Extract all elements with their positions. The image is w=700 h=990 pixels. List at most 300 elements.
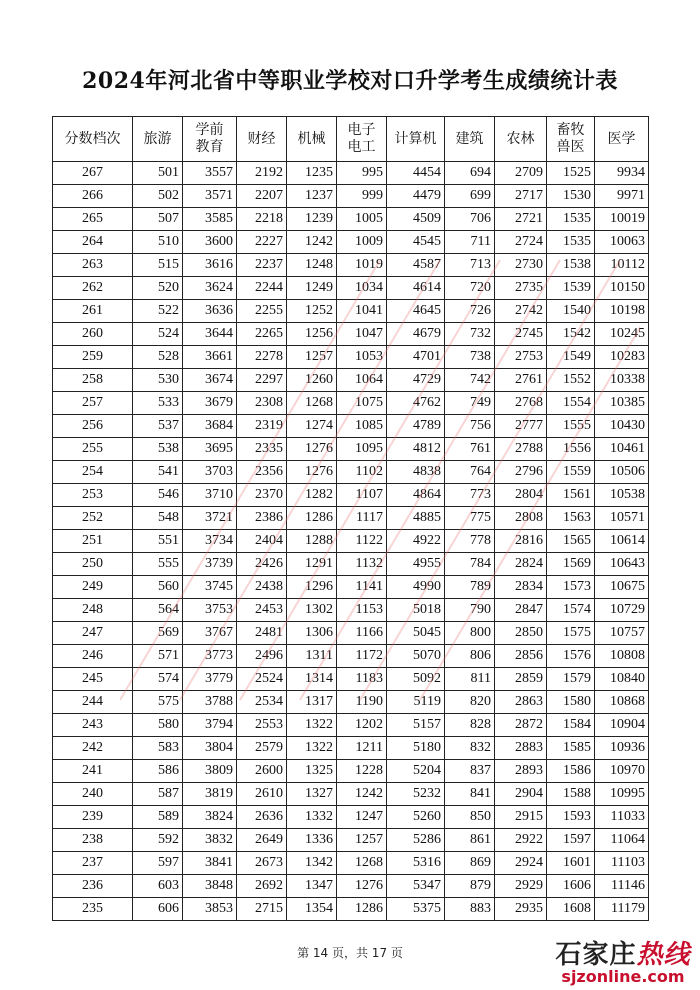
table-row xyxy=(53,254,649,277)
score-level-cell: 245 xyxy=(53,668,133,691)
count-cell: 2579 xyxy=(237,737,287,760)
count-cell: 2297 xyxy=(237,369,287,392)
count-cell: 1291 xyxy=(287,553,337,576)
count-cell: 742 xyxy=(445,369,495,392)
count-cell: 1563 xyxy=(547,507,595,530)
count-cell: 569 xyxy=(133,622,183,645)
score-level-cell: 240 xyxy=(53,783,133,806)
count-cell: 3767 xyxy=(183,622,237,645)
count-cell: 1314 xyxy=(287,668,337,691)
page-number-footer: 第 14 页，共 17 页 xyxy=(297,946,403,960)
count-cell: 4479 xyxy=(387,185,445,208)
count-cell: 11064 xyxy=(595,829,649,852)
count-cell: 1276 xyxy=(287,461,337,484)
table-row xyxy=(53,875,649,898)
count-cell: 2883 xyxy=(495,737,547,760)
count-cell: 1153 xyxy=(337,599,387,622)
table-row xyxy=(53,714,649,737)
count-cell: 510 xyxy=(133,231,183,254)
count-cell: 3695 xyxy=(183,438,237,461)
count-cell: 10150 xyxy=(595,277,649,300)
count-cell: 720 xyxy=(445,277,495,300)
score-level-cell: 262 xyxy=(53,277,133,300)
score-level-cell: 253 xyxy=(53,484,133,507)
count-cell: 3571 xyxy=(183,185,237,208)
table-body xyxy=(53,162,649,921)
count-cell: 9934 xyxy=(595,162,649,185)
count-cell: 1190 xyxy=(337,691,387,714)
count-cell: 10757 xyxy=(595,622,649,645)
count-cell: 2768 xyxy=(495,392,547,415)
count-cell: 10506 xyxy=(595,461,649,484)
count-cell: 3819 xyxy=(183,783,237,806)
table-row xyxy=(53,300,649,323)
count-cell: 995 xyxy=(337,162,387,185)
count-cell: 1019 xyxy=(337,254,387,277)
score-level-cell: 237 xyxy=(53,852,133,875)
count-cell: 1296 xyxy=(287,576,337,599)
count-cell: 4509 xyxy=(387,208,445,231)
count-cell: 597 xyxy=(133,852,183,875)
count-cell: 520 xyxy=(133,277,183,300)
count-cell: 2915 xyxy=(495,806,547,829)
score-level-cell: 243 xyxy=(53,714,133,737)
count-cell: 11146 xyxy=(595,875,649,898)
count-cell: 1047 xyxy=(337,323,387,346)
count-cell: 10430 xyxy=(595,415,649,438)
count-cell: 2777 xyxy=(495,415,547,438)
score-level-cell: 246 xyxy=(53,645,133,668)
count-cell: 2335 xyxy=(237,438,287,461)
count-cell: 1597 xyxy=(547,829,595,852)
table-row xyxy=(53,553,649,576)
score-level-cell: 256 xyxy=(53,415,133,438)
count-cell: 4885 xyxy=(387,507,445,530)
count-cell: 1540 xyxy=(547,300,595,323)
count-cell: 879 xyxy=(445,875,495,898)
count-cell: 10675 xyxy=(595,576,649,599)
count-cell: 587 xyxy=(133,783,183,806)
table-row xyxy=(53,898,649,921)
count-cell: 1322 xyxy=(287,714,337,737)
count-cell: 603 xyxy=(133,875,183,898)
count-cell: 2278 xyxy=(237,346,287,369)
count-cell: 592 xyxy=(133,829,183,852)
table-row xyxy=(53,576,649,599)
score-level-cell: 258 xyxy=(53,369,133,392)
table-row xyxy=(53,461,649,484)
count-cell: 2534 xyxy=(237,691,287,714)
count-cell: 699 xyxy=(445,185,495,208)
count-cell: 3616 xyxy=(183,254,237,277)
count-cell: 1565 xyxy=(547,530,595,553)
count-cell: 2255 xyxy=(237,300,287,323)
table-row xyxy=(53,760,649,783)
count-cell: 5204 xyxy=(387,760,445,783)
count-cell: 2863 xyxy=(495,691,547,714)
count-cell: 4762 xyxy=(387,392,445,415)
table-row xyxy=(53,185,649,208)
count-cell: 775 xyxy=(445,507,495,530)
count-cell: 571 xyxy=(133,645,183,668)
count-cell: 530 xyxy=(133,369,183,392)
count-cell: 1552 xyxy=(547,369,595,392)
count-cell: 5157 xyxy=(387,714,445,737)
count-cell: 784 xyxy=(445,553,495,576)
count-cell: 756 xyxy=(445,415,495,438)
column-header: 计算机 xyxy=(387,117,445,162)
count-cell: 1311 xyxy=(287,645,337,668)
score-level-cell: 267 xyxy=(53,162,133,185)
count-cell: 2753 xyxy=(495,346,547,369)
count-cell: 1579 xyxy=(547,668,595,691)
count-cell: 10385 xyxy=(595,392,649,415)
count-cell: 4701 xyxy=(387,346,445,369)
count-cell: 10970 xyxy=(595,760,649,783)
count-cell: 3739 xyxy=(183,553,237,576)
count-cell: 828 xyxy=(445,714,495,737)
score-statistics-table xyxy=(52,116,649,921)
count-cell: 575 xyxy=(133,691,183,714)
score-level-cell: 265 xyxy=(53,208,133,231)
count-cell: 522 xyxy=(133,300,183,323)
count-cell: 551 xyxy=(133,530,183,553)
count-cell: 1535 xyxy=(547,208,595,231)
count-cell: 10283 xyxy=(595,346,649,369)
count-cell: 2850 xyxy=(495,622,547,645)
count-cell: 1239 xyxy=(287,208,337,231)
count-cell: 2816 xyxy=(495,530,547,553)
count-cell: 1569 xyxy=(547,553,595,576)
count-cell: 2893 xyxy=(495,760,547,783)
count-cell: 10063 xyxy=(595,231,649,254)
count-cell: 789 xyxy=(445,576,495,599)
count-cell: 3600 xyxy=(183,231,237,254)
count-cell: 5180 xyxy=(387,737,445,760)
count-cell: 2673 xyxy=(237,852,287,875)
score-level-cell: 257 xyxy=(53,392,133,415)
count-cell: 1322 xyxy=(287,737,337,760)
count-cell: 1575 xyxy=(547,622,595,645)
count-cell: 2859 xyxy=(495,668,547,691)
count-cell: 850 xyxy=(445,806,495,829)
count-cell: 10729 xyxy=(595,599,649,622)
count-cell: 11103 xyxy=(595,852,649,875)
count-cell: 10019 xyxy=(595,208,649,231)
count-cell: 1286 xyxy=(337,898,387,921)
count-cell: 2717 xyxy=(495,185,547,208)
count-cell: 1107 xyxy=(337,484,387,507)
count-cell: 1601 xyxy=(547,852,595,875)
count-cell: 2319 xyxy=(237,415,287,438)
count-cell: 3679 xyxy=(183,392,237,415)
count-cell: 1574 xyxy=(547,599,595,622)
count-cell: 10245 xyxy=(595,323,649,346)
count-cell: 732 xyxy=(445,323,495,346)
count-cell: 574 xyxy=(133,668,183,691)
count-cell: 1268 xyxy=(287,392,337,415)
score-level-cell: 244 xyxy=(53,691,133,714)
column-header: 建筑 xyxy=(445,117,495,162)
count-cell: 4545 xyxy=(387,231,445,254)
count-cell: 2404 xyxy=(237,530,287,553)
table-row xyxy=(53,691,649,714)
table-row xyxy=(53,622,649,645)
count-cell: 761 xyxy=(445,438,495,461)
count-cell: 1211 xyxy=(337,737,387,760)
count-cell: 2207 xyxy=(237,185,287,208)
count-cell: 5119 xyxy=(387,691,445,714)
count-cell: 4454 xyxy=(387,162,445,185)
count-cell: 1132 xyxy=(337,553,387,576)
count-cell: 10995 xyxy=(595,783,649,806)
count-cell: 10904 xyxy=(595,714,649,737)
count-cell: 1256 xyxy=(287,323,337,346)
count-cell: 2553 xyxy=(237,714,287,737)
table-row xyxy=(53,806,649,829)
count-cell: 1172 xyxy=(337,645,387,668)
count-cell: 2370 xyxy=(237,484,287,507)
count-cell: 820 xyxy=(445,691,495,714)
table-row xyxy=(53,392,649,415)
count-cell: 2386 xyxy=(237,507,287,530)
count-cell: 2227 xyxy=(237,231,287,254)
count-cell: 546 xyxy=(133,484,183,507)
column-header: 医学 xyxy=(595,117,649,162)
count-cell: 2935 xyxy=(495,898,547,921)
count-cell: 10808 xyxy=(595,645,649,668)
count-cell: 2692 xyxy=(237,875,287,898)
count-cell: 1166 xyxy=(337,622,387,645)
logo-text-black: 石家庄 xyxy=(555,940,637,970)
count-cell: 1257 xyxy=(337,829,387,852)
count-cell: 2735 xyxy=(495,277,547,300)
count-cell: 749 xyxy=(445,392,495,415)
table-row xyxy=(53,599,649,622)
count-cell: 883 xyxy=(445,898,495,921)
count-cell: 3644 xyxy=(183,323,237,346)
count-cell: 1005 xyxy=(337,208,387,231)
count-cell: 1561 xyxy=(547,484,595,507)
table-row xyxy=(53,162,649,185)
count-cell: 548 xyxy=(133,507,183,530)
score-level-cell: 239 xyxy=(53,806,133,829)
logo-url: sjzonline.com xyxy=(561,967,685,986)
count-cell: 3809 xyxy=(183,760,237,783)
table-row xyxy=(53,507,649,530)
count-cell: 1535 xyxy=(547,231,595,254)
count-cell: 1588 xyxy=(547,783,595,806)
count-cell: 2834 xyxy=(495,576,547,599)
count-cell: 1249 xyxy=(287,277,337,300)
count-cell: 3794 xyxy=(183,714,237,737)
count-cell: 1252 xyxy=(287,300,337,323)
count-cell: 2730 xyxy=(495,254,547,277)
count-cell: 1542 xyxy=(547,323,595,346)
count-cell: 5347 xyxy=(387,875,445,898)
count-cell: 2244 xyxy=(237,277,287,300)
count-cell: 3710 xyxy=(183,484,237,507)
count-cell: 2847 xyxy=(495,599,547,622)
count-cell: 4789 xyxy=(387,415,445,438)
count-cell: 1237 xyxy=(287,185,337,208)
count-cell: 811 xyxy=(445,668,495,691)
count-cell: 2808 xyxy=(495,507,547,530)
table-row xyxy=(53,484,649,507)
count-cell: 1525 xyxy=(547,162,595,185)
score-level-cell: 242 xyxy=(53,737,133,760)
count-cell: 589 xyxy=(133,806,183,829)
score-level-cell: 263 xyxy=(53,254,133,277)
count-cell: 1122 xyxy=(337,530,387,553)
count-cell: 1248 xyxy=(287,254,337,277)
column-header: 旅游 xyxy=(133,117,183,162)
column-header: 学前 教育 xyxy=(183,117,237,162)
table-row xyxy=(53,277,649,300)
count-cell: 528 xyxy=(133,346,183,369)
score-level-cell: 259 xyxy=(53,346,133,369)
column-header: 财经 xyxy=(237,117,287,162)
count-cell: 841 xyxy=(445,783,495,806)
count-cell: 1593 xyxy=(547,806,595,829)
count-cell: 1268 xyxy=(337,852,387,875)
count-cell: 1608 xyxy=(547,898,595,921)
count-cell: 3636 xyxy=(183,300,237,323)
count-cell: 5018 xyxy=(387,599,445,622)
logo-text xyxy=(548,934,698,971)
column-header: 分数档次 xyxy=(53,117,133,162)
count-cell: 1538 xyxy=(547,254,595,277)
count-cell: 3624 xyxy=(183,277,237,300)
page-title: 2024年河北省中等职业学校对口升学考生成绩统计表 xyxy=(82,68,618,94)
count-cell: 501 xyxy=(133,162,183,185)
score-level-cell: 247 xyxy=(53,622,133,645)
count-cell: 1530 xyxy=(547,185,595,208)
count-cell: 1282 xyxy=(287,484,337,507)
table-row xyxy=(53,530,649,553)
count-cell: 2715 xyxy=(237,898,287,921)
count-cell: 580 xyxy=(133,714,183,737)
count-cell: 2804 xyxy=(495,484,547,507)
count-cell: 4812 xyxy=(387,438,445,461)
table-row xyxy=(53,668,649,691)
count-cell: 2218 xyxy=(237,208,287,231)
count-cell: 11179 xyxy=(595,898,649,921)
count-cell: 2265 xyxy=(237,323,287,346)
count-cell: 2426 xyxy=(237,553,287,576)
count-cell: 4679 xyxy=(387,323,445,346)
count-cell: 2796 xyxy=(495,461,547,484)
score-level-cell: 266 xyxy=(53,185,133,208)
count-cell: 1580 xyxy=(547,691,595,714)
count-cell: 1584 xyxy=(547,714,595,737)
count-cell: 1242 xyxy=(287,231,337,254)
count-cell: 10571 xyxy=(595,507,649,530)
count-cell: 2742 xyxy=(495,300,547,323)
count-cell: 4864 xyxy=(387,484,445,507)
count-cell: 1247 xyxy=(337,806,387,829)
count-cell: 2192 xyxy=(237,162,287,185)
count-cell: 1183 xyxy=(337,668,387,691)
count-cell: 2453 xyxy=(237,599,287,622)
count-cell: 1242 xyxy=(337,783,387,806)
count-cell: 2709 xyxy=(495,162,547,185)
count-cell: 1260 xyxy=(287,369,337,392)
table-row xyxy=(53,231,649,254)
count-cell: 706 xyxy=(445,208,495,231)
count-cell: 2721 xyxy=(495,208,547,231)
count-cell: 9971 xyxy=(595,185,649,208)
count-cell: 586 xyxy=(133,760,183,783)
count-cell: 2610 xyxy=(237,783,287,806)
count-cell: 1302 xyxy=(287,599,337,622)
score-level-cell: 238 xyxy=(53,829,133,852)
count-cell: 713 xyxy=(445,254,495,277)
count-cell: 711 xyxy=(445,231,495,254)
count-cell: 3788 xyxy=(183,691,237,714)
count-cell: 869 xyxy=(445,852,495,875)
count-cell: 4922 xyxy=(387,530,445,553)
count-cell: 2872 xyxy=(495,714,547,737)
table-row xyxy=(53,737,649,760)
count-cell: 2496 xyxy=(237,645,287,668)
count-cell: 1555 xyxy=(547,415,595,438)
count-cell: 3684 xyxy=(183,415,237,438)
table-header-row xyxy=(53,117,649,162)
score-level-cell: 248 xyxy=(53,599,133,622)
site-logo xyxy=(548,934,698,990)
column-header: 机械 xyxy=(287,117,337,162)
count-cell: 2788 xyxy=(495,438,547,461)
count-cell: 3721 xyxy=(183,507,237,530)
count-cell: 2745 xyxy=(495,323,547,346)
count-cell: 2929 xyxy=(495,875,547,898)
score-level-cell: 264 xyxy=(53,231,133,254)
count-cell: 3773 xyxy=(183,645,237,668)
count-cell: 3824 xyxy=(183,806,237,829)
count-cell: 4614 xyxy=(387,277,445,300)
count-cell: 3841 xyxy=(183,852,237,875)
count-cell: 5070 xyxy=(387,645,445,668)
count-cell: 1332 xyxy=(287,806,337,829)
count-cell: 1064 xyxy=(337,369,387,392)
count-cell: 10840 xyxy=(595,668,649,691)
count-cell: 606 xyxy=(133,898,183,921)
count-cell: 790 xyxy=(445,599,495,622)
count-cell: 1342 xyxy=(287,852,337,875)
count-cell: 1325 xyxy=(287,760,337,783)
count-cell: 10643 xyxy=(595,553,649,576)
count-cell: 2600 xyxy=(237,760,287,783)
table-row xyxy=(53,645,649,668)
count-cell: 1549 xyxy=(547,346,595,369)
count-cell: 11033 xyxy=(595,806,649,829)
score-level-cell: 251 xyxy=(53,530,133,553)
table-row xyxy=(53,829,649,852)
count-cell: 10338 xyxy=(595,369,649,392)
count-cell: 1095 xyxy=(337,438,387,461)
count-cell: 3557 xyxy=(183,162,237,185)
count-cell: 1576 xyxy=(547,645,595,668)
count-cell: 3745 xyxy=(183,576,237,599)
count-cell: 5260 xyxy=(387,806,445,829)
table-row xyxy=(53,415,649,438)
count-cell: 5375 xyxy=(387,898,445,921)
count-cell: 1009 xyxy=(337,231,387,254)
table-row xyxy=(53,438,649,461)
count-cell: 2761 xyxy=(495,369,547,392)
count-cell: 10614 xyxy=(595,530,649,553)
